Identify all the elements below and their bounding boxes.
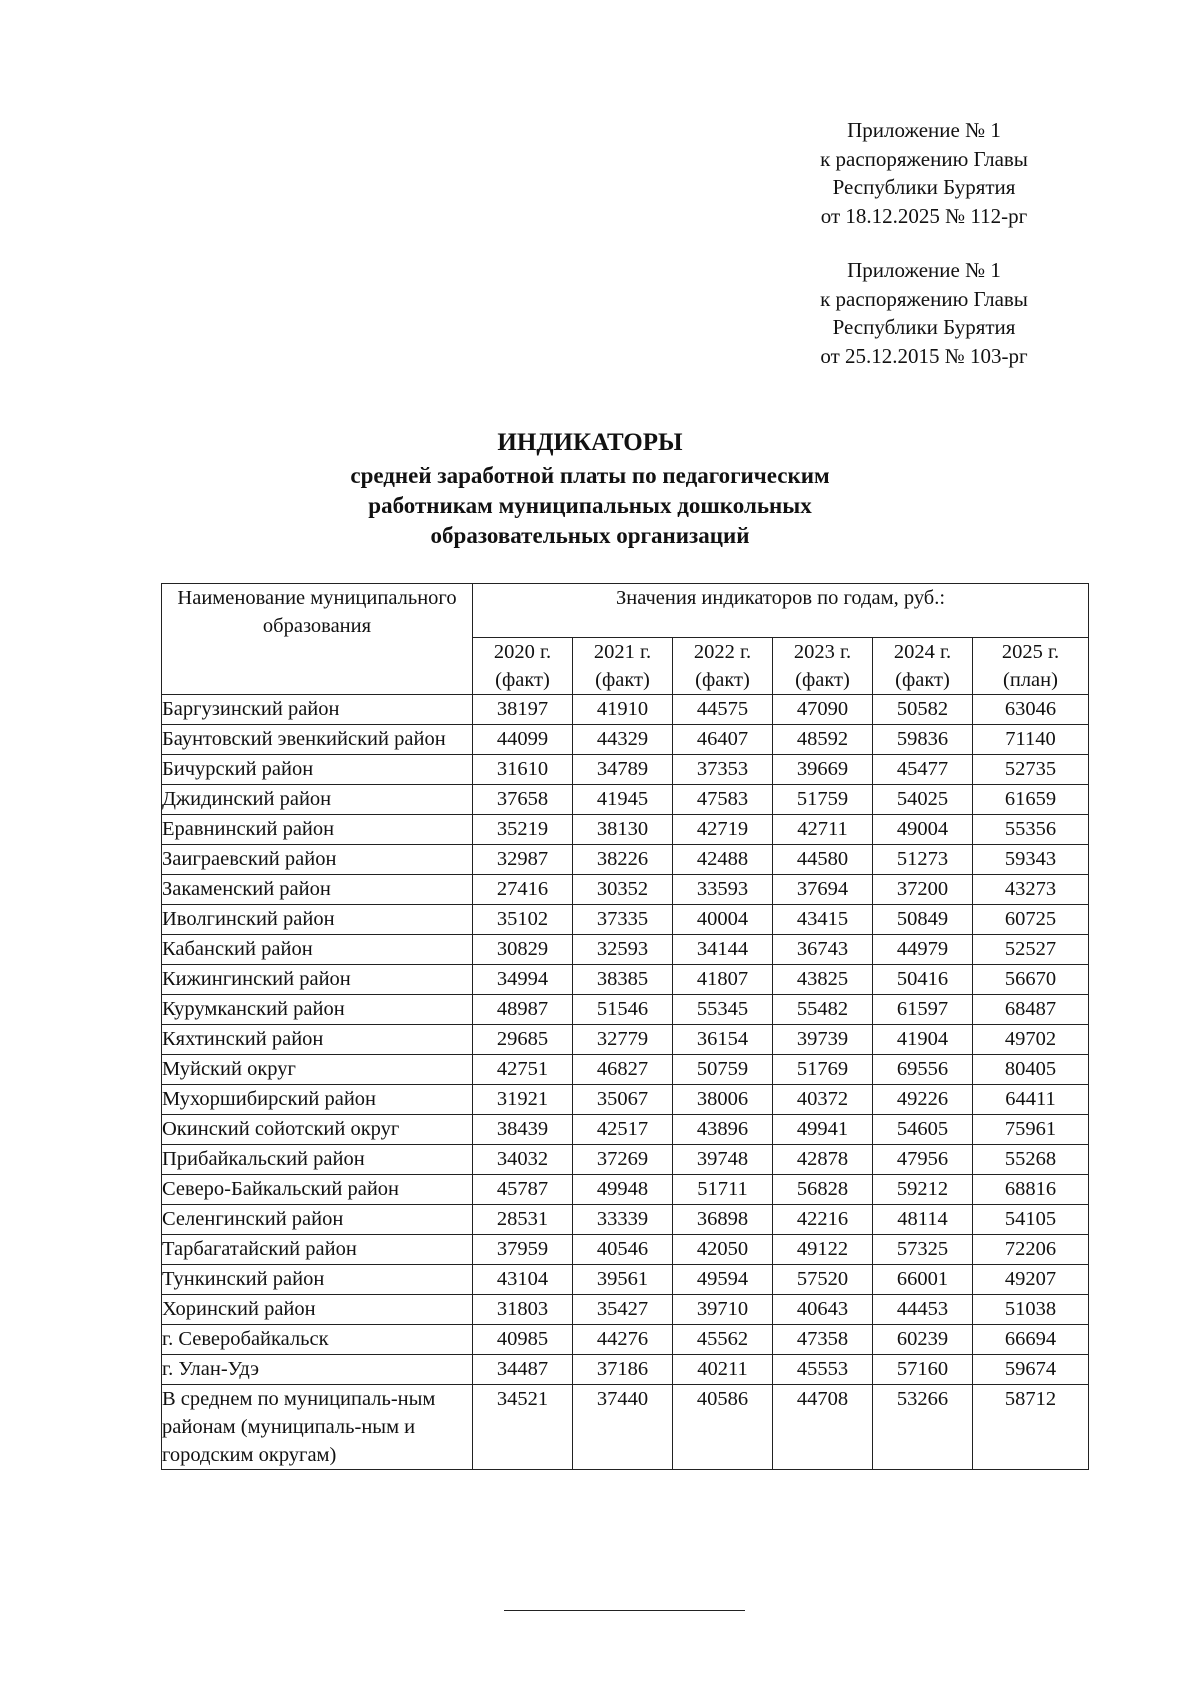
appendix-date-line: от 18.12.2025 № 112-рг [820, 203, 1028, 228]
indicator-value: 34144 [673, 935, 773, 965]
appendix-line: к распоряжению Главы [820, 146, 1028, 171]
indicator-value: 43104 [473, 1265, 573, 1295]
table-row [162, 1175, 1089, 1205]
indicator-value: 36743 [773, 935, 873, 965]
appendix-line: Республики Бурятия [832, 175, 1016, 199]
title-subline: работникам муниципальных дошкольных [368, 493, 812, 518]
indicator-value: 41945 [573, 785, 673, 815]
table-row [162, 1115, 1089, 1145]
year-kind-label: (факт) [595, 669, 650, 691]
table-row [162, 845, 1089, 875]
table-row [162, 1295, 1089, 1325]
indicator-value: 44276 [573, 1325, 673, 1355]
municipality-name: Прибайкальский район [162, 1145, 473, 1175]
year-kind-label: (факт) [695, 669, 750, 691]
indicator-value: 39748 [673, 1145, 773, 1175]
appendix-date-line: от 25.12.2015 № 103-рг [820, 343, 1028, 368]
table-row [162, 875, 1089, 905]
year-column-header [473, 638, 573, 695]
indicator-value: 40004 [673, 905, 773, 935]
year-column-header [973, 638, 1089, 695]
indicator-value: 66001 [873, 1265, 973, 1295]
indicator-value: 49226 [873, 1085, 973, 1115]
table-row [162, 785, 1089, 815]
indicator-value: 57520 [773, 1265, 873, 1295]
indicator-value: 30352 [573, 875, 673, 905]
indicator-value: 42719 [673, 815, 773, 845]
indicator-value: 68816 [973, 1175, 1089, 1205]
indicator-value: 42216 [773, 1205, 873, 1235]
municipality-name: Еравнинский район [162, 815, 473, 845]
indicator-value: 32987 [473, 845, 573, 875]
indicator-value: 50416 [873, 965, 973, 995]
table-row [162, 1385, 1089, 1470]
appendix-line: Республики Бурятия [832, 315, 1016, 339]
indicator-value: 43825 [773, 965, 873, 995]
indicator-value: 42517 [573, 1115, 673, 1145]
table-row [162, 965, 1089, 995]
indicator-value: 47583 [673, 785, 773, 815]
indicator-value: 44575 [673, 695, 773, 725]
indicator-value: 50582 [873, 695, 973, 725]
indicator-value: 37269 [573, 1145, 673, 1175]
appendix-note-current [774, 116, 1074, 230]
indicator-value: 75961 [973, 1115, 1089, 1145]
indicator-value: 47090 [773, 695, 873, 725]
indicator-value: 58712 [973, 1385, 1089, 1470]
indicator-value: 42751 [473, 1055, 573, 1085]
indicator-value: 55345 [673, 995, 773, 1025]
indicator-value: 54105 [973, 1205, 1089, 1235]
indicator-value: 48592 [773, 725, 873, 755]
indicator-value: 39710 [673, 1295, 773, 1325]
indicator-value: 49948 [573, 1175, 673, 1205]
indicator-value: 44329 [573, 725, 673, 755]
municipality-name: Баунтовский эвенкийский район [162, 725, 473, 755]
indicator-value: 44453 [873, 1295, 973, 1325]
municipality-name: Иволгинский район [162, 905, 473, 935]
table-row [162, 815, 1089, 845]
document-title [200, 425, 980, 551]
indicator-value: 36898 [673, 1205, 773, 1235]
municipality-name: г. Улан-Удэ [162, 1355, 473, 1385]
indicator-value: 64411 [973, 1085, 1089, 1115]
year-column-header [773, 638, 873, 695]
indicator-value: 39669 [773, 755, 873, 785]
indicator-value: 51038 [973, 1295, 1089, 1325]
indicator-value: 44979 [873, 935, 973, 965]
municipality-name: Селенгинский район [162, 1205, 473, 1235]
indicator-value: 68487 [973, 995, 1089, 1025]
indicator-value: 43273 [973, 875, 1089, 905]
indicator-value: 49594 [673, 1265, 773, 1295]
table-row [162, 725, 1089, 755]
indicator-value: 48114 [873, 1205, 973, 1235]
indicator-value: 50759 [673, 1055, 773, 1085]
indicator-value: 43896 [673, 1115, 773, 1145]
indicator-value: 28531 [473, 1205, 573, 1235]
indicator-value: 38130 [573, 815, 673, 845]
indicator-value: 51711 [673, 1175, 773, 1205]
indicator-value: 41807 [673, 965, 773, 995]
appendix-note-previous [774, 256, 1074, 370]
indicator-value: 45787 [473, 1175, 573, 1205]
indicator-value: 40985 [473, 1325, 573, 1355]
indicator-value: 37959 [473, 1235, 573, 1265]
year-kind-label: (факт) [895, 669, 950, 691]
table-row [162, 905, 1089, 935]
indicator-value: 51546 [573, 995, 673, 1025]
municipality-name: Тарбагатайский район [162, 1235, 473, 1265]
indicator-value: 34487 [473, 1355, 573, 1385]
year-kind-label: (факт) [495, 669, 550, 691]
indicator-value: 40546 [573, 1235, 673, 1265]
indicator-value: 72206 [973, 1235, 1089, 1265]
table-row [162, 695, 1089, 725]
table-row [162, 1055, 1089, 1085]
year-kind-label: (факт) [795, 669, 850, 691]
table-row [162, 1145, 1089, 1175]
municipality-name: Окинский сойотский округ [162, 1115, 473, 1145]
municipality-name: Кабанский район [162, 935, 473, 965]
year-column-header [573, 638, 673, 695]
indicator-value: 61659 [973, 785, 1089, 815]
indicator-value: 51273 [873, 845, 973, 875]
indicator-value: 40372 [773, 1085, 873, 1115]
indicator-value: 33593 [673, 875, 773, 905]
indicator-value: 48987 [473, 995, 573, 1025]
indicator-value: 31921 [473, 1085, 573, 1115]
indicator-value: 60725 [973, 905, 1089, 935]
indicator-value: 37440 [573, 1385, 673, 1470]
year-kind-label: (план) [1003, 669, 1058, 691]
indicator-value: 53266 [873, 1385, 973, 1470]
indicator-value: 80405 [973, 1055, 1089, 1085]
year-column-header [873, 638, 973, 695]
indicator-value: 57325 [873, 1235, 973, 1265]
municipality-name: Заиграевский район [162, 845, 473, 875]
indicator-value: 55356 [973, 815, 1089, 845]
indicator-value: 45562 [673, 1325, 773, 1355]
indicator-value: 34789 [573, 755, 673, 785]
indicator-value: 35427 [573, 1295, 673, 1325]
indicator-value: 41904 [873, 1025, 973, 1055]
municipality-name: Муйский округ [162, 1055, 473, 1085]
year-label: 2025 г. [1001, 641, 1060, 663]
indicator-value: 38197 [473, 695, 573, 725]
municipality-name: Джидинский район [162, 785, 473, 815]
indicator-value: 32593 [573, 935, 673, 965]
year-label: 2024 г. [893, 641, 952, 663]
municipality-column-header: Наименование муниципального образования [162, 584, 473, 695]
indicator-value: 66694 [973, 1325, 1089, 1355]
indicator-value: 37335 [573, 905, 673, 935]
indicator-value: 38385 [573, 965, 673, 995]
closing-divider [504, 1610, 745, 1611]
indicator-value: 38439 [473, 1115, 573, 1145]
indicator-value: 37200 [873, 875, 973, 905]
indicator-value: 49941 [773, 1115, 873, 1145]
indicator-value: 59674 [973, 1355, 1089, 1385]
indicators-table [161, 583, 1089, 1470]
table-row [162, 1025, 1089, 1055]
table-row [162, 1265, 1089, 1295]
municipality-name: Тункинский район [162, 1265, 473, 1295]
table-row [162, 755, 1089, 785]
table-row [162, 1235, 1089, 1265]
table-row [162, 995, 1089, 1025]
municipality-name: Закаменский район [162, 875, 473, 905]
indicator-value: 63046 [973, 695, 1089, 725]
indicator-value: 44708 [773, 1385, 873, 1470]
table-row [162, 1325, 1089, 1355]
indicator-value: 37353 [673, 755, 773, 785]
indicator-value: 46407 [673, 725, 773, 755]
indicator-value: 35067 [573, 1085, 673, 1115]
indicator-value: 36154 [673, 1025, 773, 1055]
municipality-name: Северо-Байкальский район [162, 1175, 473, 1205]
indicator-value: 37694 [773, 875, 873, 905]
indicator-value: 51759 [773, 785, 873, 815]
indicator-values-header: Значения индикаторов по годам, руб.: [473, 584, 1089, 638]
indicator-value: 38006 [673, 1085, 773, 1115]
indicator-value: 31610 [473, 755, 573, 785]
indicator-value: 49207 [973, 1265, 1089, 1295]
municipality-name: Кяхтинский район [162, 1025, 473, 1055]
indicator-value: 59836 [873, 725, 973, 755]
indicator-value: 47358 [773, 1325, 873, 1355]
indicator-value: 31803 [473, 1295, 573, 1325]
indicator-value: 56670 [973, 965, 1089, 995]
title-subline: образовательных организаций [430, 523, 750, 548]
indicator-value: 50849 [873, 905, 973, 935]
indicator-value: 45477 [873, 755, 973, 785]
indicator-value: 49702 [973, 1025, 1089, 1055]
indicator-value: 27416 [473, 875, 573, 905]
indicator-value: 56828 [773, 1175, 873, 1205]
indicator-value: 44099 [473, 725, 573, 755]
municipality-name: г. Северобайкальск [162, 1325, 473, 1355]
indicator-value: 45553 [773, 1355, 873, 1385]
indicator-value: 37186 [573, 1355, 673, 1385]
municipality-name: Баргузинский район [162, 695, 473, 725]
municipality-name: Бичурский район [162, 755, 473, 785]
municipality-name: Кижингинский район [162, 965, 473, 995]
indicator-value: 47956 [873, 1145, 973, 1175]
indicator-value: 34994 [473, 965, 573, 995]
indicator-value: 39561 [573, 1265, 673, 1295]
appendix-line: Приложение № 1 [847, 258, 1001, 282]
year-label: 2021 г. [593, 641, 652, 663]
municipality-name: Курумканский район [162, 995, 473, 1025]
indicator-value: 42711 [773, 815, 873, 845]
indicator-value: 42878 [773, 1145, 873, 1175]
indicator-value: 42050 [673, 1235, 773, 1265]
municipality-name: Хоринский район [162, 1295, 473, 1325]
indicator-value: 35219 [473, 815, 573, 845]
indicator-value: 41910 [573, 695, 673, 725]
table-row [162, 1355, 1089, 1385]
indicator-value: 34032 [473, 1145, 573, 1175]
indicator-value: 35102 [473, 905, 573, 935]
year-label: 2020 г. [493, 641, 552, 663]
indicator-value: 43415 [773, 905, 873, 935]
table-row [162, 1205, 1089, 1235]
indicator-value: 32779 [573, 1025, 673, 1055]
indicator-value: 54605 [873, 1115, 973, 1145]
indicator-value: 49122 [773, 1235, 873, 1265]
indicator-value: 69556 [873, 1055, 973, 1085]
year-column-header [673, 638, 773, 695]
indicator-value: 51769 [773, 1055, 873, 1085]
indicator-value: 52735 [973, 755, 1089, 785]
indicator-value: 61597 [873, 995, 973, 1025]
indicator-value: 52527 [973, 935, 1089, 965]
indicator-value: 54025 [873, 785, 973, 815]
indicator-value: 46827 [573, 1055, 673, 1085]
indicator-value: 55268 [973, 1145, 1089, 1175]
municipality-name: Мухоршибирский район [162, 1085, 473, 1115]
indicator-value: 40211 [673, 1355, 773, 1385]
indicator-value: 71140 [973, 725, 1089, 755]
indicator-value: 40643 [773, 1295, 873, 1325]
appendix-line: к распоряжению Главы [820, 286, 1028, 311]
table-row [162, 1085, 1089, 1115]
indicator-value: 60239 [873, 1325, 973, 1355]
indicator-value: 57160 [873, 1355, 973, 1385]
indicator-value: 29685 [473, 1025, 573, 1055]
indicator-value: 59343 [973, 845, 1089, 875]
indicator-value: 55482 [773, 995, 873, 1025]
indicator-value: 37658 [473, 785, 573, 815]
year-label: 2022 г. [693, 641, 752, 663]
table-row [162, 935, 1089, 965]
appendix-line: Приложение № 1 [847, 118, 1001, 142]
title-heading: ИНДИКАТОРЫ [497, 429, 683, 456]
table-body [162, 695, 1089, 1470]
indicator-value: 39739 [773, 1025, 873, 1055]
municipality-name: В среднем по муниципаль-ным районам (муниципаль-ным и городским округам) [162, 1385, 473, 1470]
indicator-value: 59212 [873, 1175, 973, 1205]
indicator-value: 49004 [873, 815, 973, 845]
indicator-value: 34521 [473, 1385, 573, 1470]
indicator-value: 30829 [473, 935, 573, 965]
indicator-value: 33339 [573, 1205, 673, 1235]
indicator-value: 38226 [573, 845, 673, 875]
indicator-value: 40586 [673, 1385, 773, 1470]
indicator-value: 44580 [773, 845, 873, 875]
year-label: 2023 г. [793, 641, 852, 663]
indicator-value: 42488 [673, 845, 773, 875]
title-subline: средней заработной платы по педагогическим [350, 463, 830, 488]
